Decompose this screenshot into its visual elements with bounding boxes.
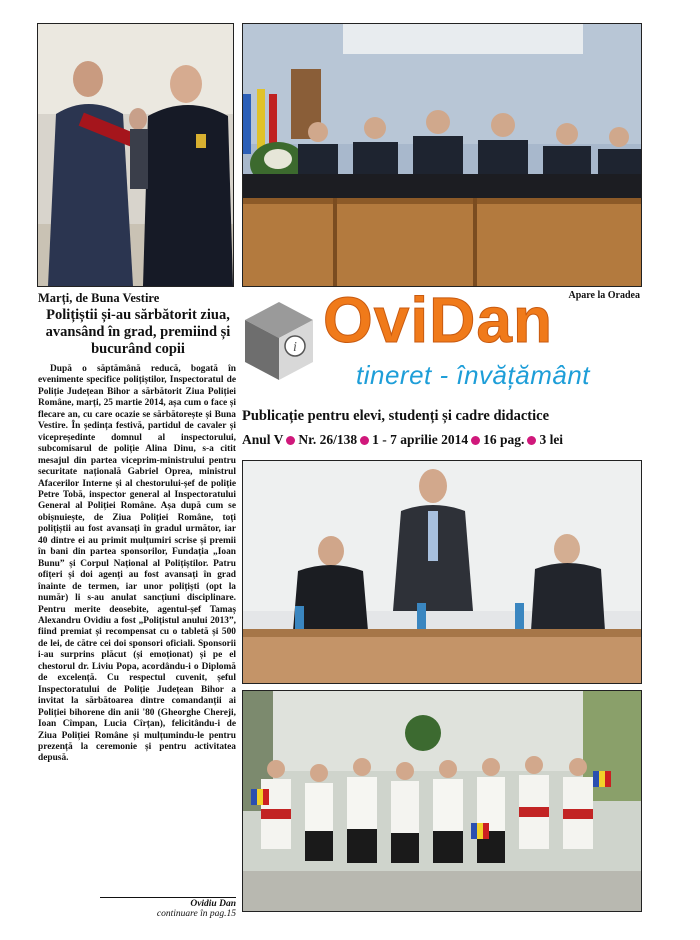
- masthead-subtitle: tineret - învățământ: [356, 360, 590, 390]
- photo-award-handshake: [37, 23, 234, 287]
- article-headline: Polițiștii și-au sărbătorit ziua, avansând în grad, premiind și bucurând copii: [45, 307, 231, 357]
- photo-speaker-podium: [242, 460, 642, 684]
- masthead-title: OviDan: [323, 284, 554, 356]
- issue-date: 1 - 7 aprilie 2014: [372, 432, 469, 447]
- issue-number: Nr. 26/138: [298, 432, 358, 447]
- article-body: [38, 364, 236, 765]
- apare-la-label: Apare la Oradea: [568, 290, 640, 301]
- article-paragraph: După o săptămână reducă, bogată în evenimente specifice polițiștilor, Inspectoratul de Poliție Județean Bihor a sărbătorit Ziua Poliției Române, marți, 25 martie 2014, așa cum o face și flecare an, cu care ocazie se sărbătorește și Buna Vestire. În ședința festivă, partidul de cavaler și vicepreședinte domnul al inspectorului, subcomisarul de poliție Alina Dinu, s-a citit mesajul din partea viceprim-ministrului pentru securitate națională Gabriel Oprea, ministrul Afacerilor Interne și al chestorului-șef de poliție Petre Tobă, inspector general al Inspectoratului General al Poliției Române. Așa după cum se obișnuiește, de Ziua Poliției Române, toți polițiștii au fost avansați în gradul următor, iar 40 dintre ei au primit mulțumiri scrise și premii în bani din partea sponsorilor, Fundația „Ioan Bunu” și Corpul Național al Polițiștilor. Patru ofițeri și doi agenți au fost avansați în grad înainte de termen, iar unor polițiști (opt la număr) li s-au anulat sancțiuni disciplinare. Pentru merite deosebite, agentul-șef Tamaș Alexandru Ovidiu a fost „Polițistul anului 2013”, fiind premiat și recompensat cu o tabletă și 500 de lei, de către cei doi sponsori oficiali. Sponsorii i-au surprins plăcut (și emoționat) și pe el chestorul dr. Liviu Popa, acordându-i o Diplomă de excelență. Cu respectul cuvenit, șeful Inspectoratului de Poliție Județean Bihor a invitat la sărbătoarea dintre comandanții ai Poliției bihorene din anii '80 (Gheorghe Chereji, Ioan Cîmpan, Lucia Cîrțan), felicitându-i de Ziua Poliției Române și mulțumindu-le pentru prezență la ceremonie și pentru activitatea depusă.: [38, 364, 236, 764]
- issue-info: [242, 432, 642, 448]
- bullet-icon: [527, 436, 536, 445]
- photo-officials-panel: [242, 23, 642, 287]
- article-continuation: continuare în pag.15: [156, 909, 236, 919]
- bullet-icon: [360, 436, 369, 445]
- issue-year: Anul V: [242, 432, 284, 447]
- publication-tagline: Publicație pentru elevi, studenți și cadre didactice: [242, 408, 550, 424]
- article-author: Ovidiu Dan: [100, 897, 236, 909]
- photo-children-costumes: [242, 690, 642, 912]
- logo-cube-icon: [243, 300, 315, 382]
- article-kicker: Marți, de Buna Vestire: [38, 291, 160, 305]
- bullet-icon: [471, 436, 480, 445]
- issue-price: 3 lei: [539, 432, 564, 447]
- bullet-icon: [286, 436, 295, 445]
- svg-text:i: i: [293, 340, 297, 355]
- issue-pages: 16 pag.: [483, 432, 525, 447]
